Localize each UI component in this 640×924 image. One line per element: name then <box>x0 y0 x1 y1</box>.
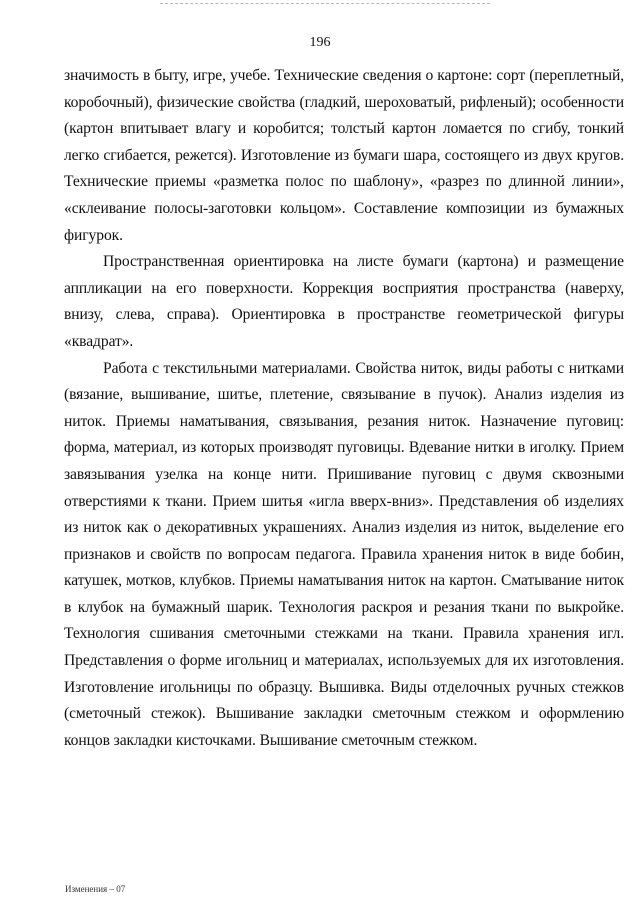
footer-revision-note: Изменения – 07 <box>65 884 126 894</box>
page-number: 196 <box>309 35 331 50</box>
paragraph-cardboard: значимость в быту, игре, учебе. Технические сведения о картоне: сорт (переплетный, коробочный), физические свойства (гладкий, шероховатый, рифленый); особенности (картон впитывает влагу и коробится; толстый картон ломается по сгибу, тонкий легко сгибается, режется). Изготовление из бумаги шара, состоящего из двух кругов. Технические приемы «разметка полос по шаблону», «разрез по длинной линии», «склеивание полосы-заготовки кольцом». Составление композиции из бумажных фигурок. <box>64 67 624 244</box>
scan-edge-line <box>160 3 490 4</box>
paragraph-textile-materials: Работа с текстильными материалами. Свойства ниток, виды работы с нитками (вязание, вышивание, шитье, плетение, связывание в пучок). Анализ изделия из ниток. Приемы наматывания, связывания, резания ниток. Назначение пуговиц: форма, материал, из которых производят пуговицы. Вдевание нитки в иголку. Прием завязывания узелка на конце нити. Пришивание пуговиц с двумя сквозными отверстиями к ткани. Прием шитья «игла вверх-вниз». Представления об изделиях из ниток как о декоративных украшениях. Анализ изделия из ниток, выделение его признаков и свойств по вопросам педагога. Правила хранения ниток в виде бобин, катушек, мотков, клубков. Приемы наматывания ниток на картон. Сматывание ниток в клубок на бумажный шарик. Технология раскроя и резания ткани по выкройке. Технология сшивания сметочными стежками на ткани. Правила хранения игл. Представления о форме игольниц и материалах, используемых для их изготовления. Изготовление игольницы по образцу. Вышивка. Виды отделочных ручных стежков (сметочный стежок). Вышивание закладки сметочным стежком и оформлению концов закладки кисточками. Вышивание сметочным стежком. <box>64 359 624 749</box>
paragraph-spatial-orientation: Пространственная ориентировка на листе бумаги (картона) и размещение аппликации на его поверхности. Коррекция восприятия пространства (наверху, внизу, слева, справа). Ориентировка в пространстве геометрической фигуры «квадрат». <box>64 253 624 350</box>
body-text <box>64 63 624 754</box>
